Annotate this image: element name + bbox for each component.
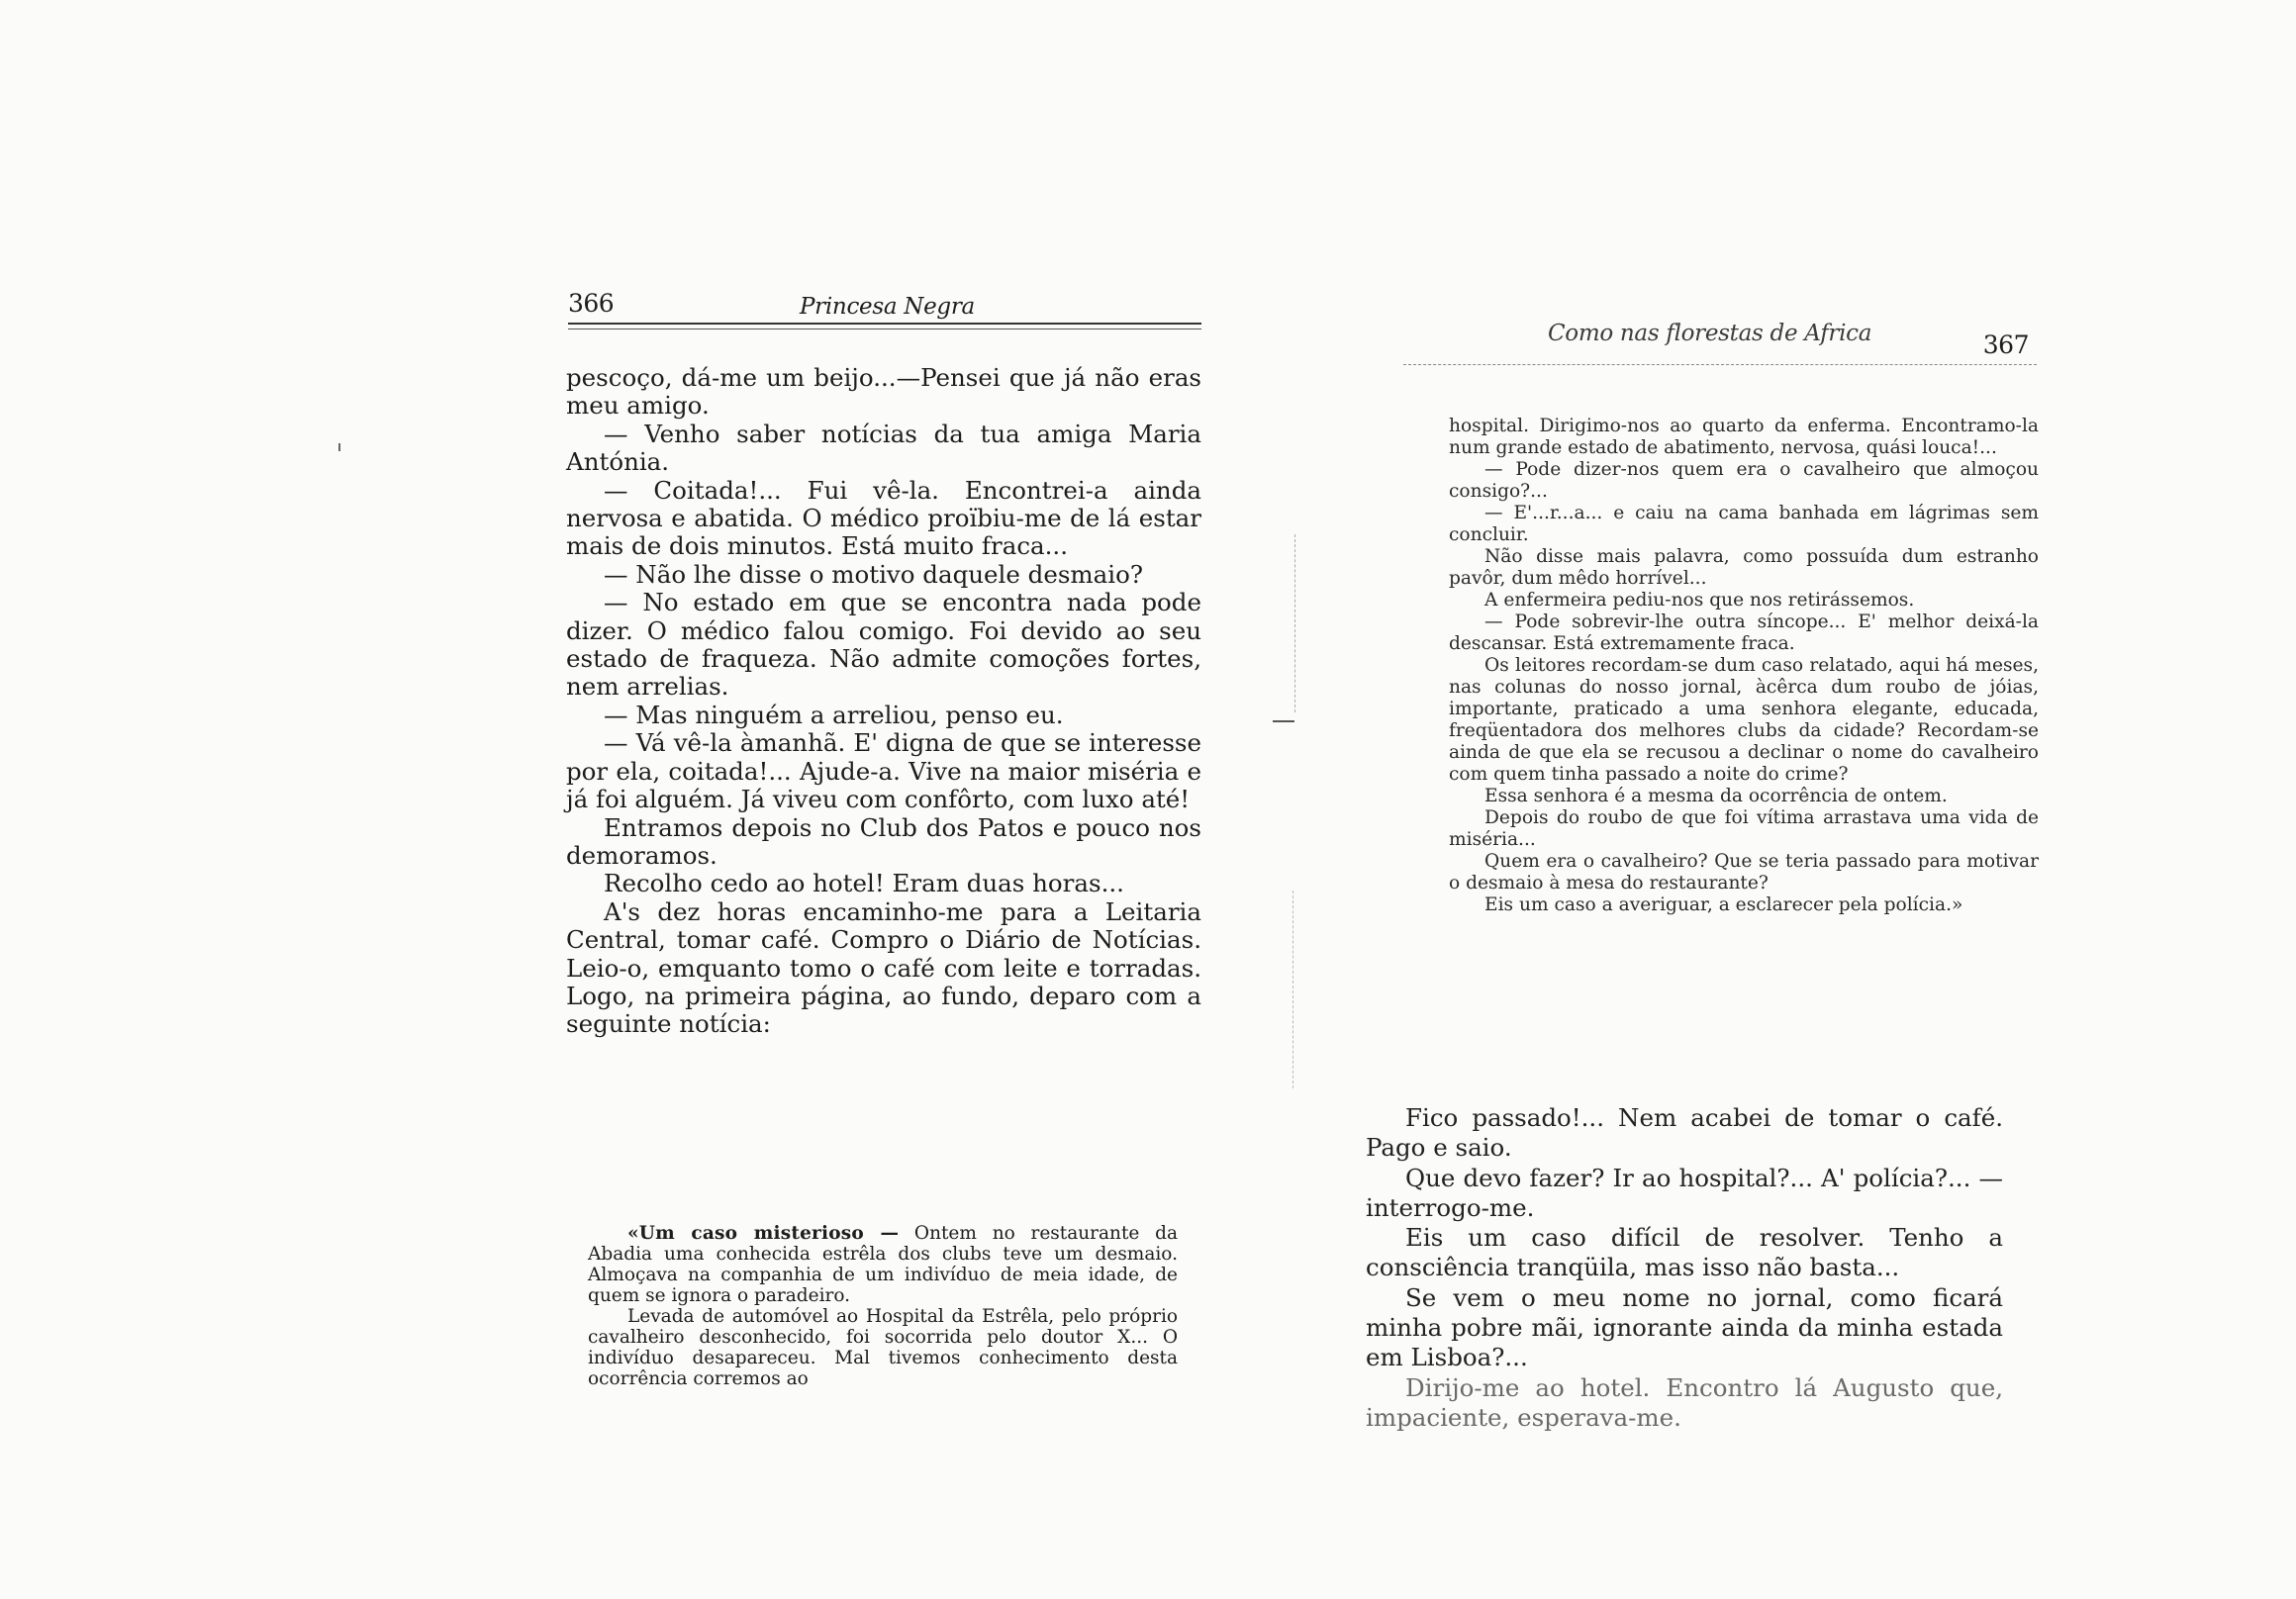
notice-continuation <box>1449 416 2039 916</box>
left-page <box>554 277 1207 1464</box>
notice-paragraph: Quem era o cavalheiro? Que se teria passado para motivar o desmaio à mesa do restaurante? <box>1449 851 2039 894</box>
paragraph: — Venho saber notícias da tua amiga Maria Antónia. <box>566 419 1201 477</box>
paragraph: — No estado em que se encontra nada pode dizer. O médico falou comigo. Foi devido ao seu estado de fraqueza. Não admite comoções fortes, nem arrelias. <box>566 588 1201 702</box>
notice-paragraph <box>588 1223 1178 1306</box>
margin-mark <box>338 443 348 451</box>
notice-paragraph: hospital. Dirigimo-nos ao quarto da enferma. Encontramo-la num grande estado de abatimento, nervosa, quási louca!... <box>1449 416 2039 458</box>
notice-paragraph: — E'...r...a... e caiu na cama banhada em lágrimas sem concluir. <box>1449 503 2039 545</box>
notice-paragraph: — Pode dizer-nos quem era o cavalheiro que almoçou consigo?... <box>1449 459 2039 502</box>
newspaper-notice <box>588 1223 1178 1389</box>
left-page-number: 366 <box>568 289 615 318</box>
left-body-text <box>566 364 1201 1039</box>
left-running-title: Princesa Negra <box>800 294 975 320</box>
paragraph: Se vem o meu nome no jornal, como ficará minha pobre mãi, ignorante ainda da minha estada em Lisboa?... <box>1366 1282 2003 1372</box>
notice-paragraph: Eis um caso a averiguar, a esclarecer pela polícia.» <box>1484 894 1963 915</box>
gutter-mark <box>1292 891 1294 1088</box>
right-page-number: 367 <box>1982 330 2029 359</box>
notice-paragraph: Depois do roubo de que foi vítima arrastava uma vida de miséria... <box>1449 807 2039 850</box>
gutter-mark <box>1294 534 1296 712</box>
paragraph: A's dez horas encaminho-me para a Leitaria Central, tomar café. Compro o Diário de Notícias. Leio-o, emquanto tomo o café com leite e torradas. Logo, na primeira página, ao fundo, deparo com a seguinte notícia: <box>566 896 1201 1039</box>
right-running-title: Como nas florestas de Africa <box>1548 321 1872 346</box>
notice-paragraph: Essa senhora é a mesma da ocorrência de ontem. <box>1484 786 1948 806</box>
notice-paragraph: Levada de automóvel ao Hospital da Estrêla, pelo próprio cavalheiro desconhecido, foi socorrida pelo doutor X... O indivíduo desapareceu. Mal tivemos conhecimento desta ocorrência corremos ao <box>588 1306 1178 1389</box>
gutter-dash <box>1273 720 1294 722</box>
notice-paragraph: Os leitores recordam-se dum caso relatado, aqui há meses, nas colunas do nosso jornal, àcêrca dum roubo de jóias, importante, praticado a uma senhora elegante, educada, freqüentadora dos melhores clubs da cidade? Recordam-se ainda de que ela se recusou a declinar o nome do cavalheiro com quem tinha passado a noite do crime? <box>1449 655 2039 785</box>
right-body-text <box>1366 1103 2003 1433</box>
paragraph: pescoço, dá-me um beijo...—Pensei que já não eras meu amigo. <box>566 363 1201 421</box>
paragraph: Recolho cedo ao hotel! Eram duas horas... <box>604 869 1124 898</box>
paragraph: Fico passado!... Nem acabei de tomar o café. Pago e saio. <box>1366 1103 2003 1163</box>
paragraph: Que devo fazer? Ir ao hospital?... A' polícia?... — interrogo-me. <box>1366 1163 2003 1222</box>
paragraph: — Mas ninguém a arreliou, penso eu. <box>604 700 1064 729</box>
paragraph: Entramos depois no Club dos Patos e pouco nos demoramos. <box>566 812 1201 870</box>
paragraph: — Não lhe disse o motivo daquele desmaio? <box>604 559 1143 589</box>
right-page <box>1366 317 2039 1464</box>
header-rule <box>568 323 1201 325</box>
right-page-header <box>1366 317 2039 372</box>
paragraph: Dirijo-me ao hotel. Encontro lá Augusto que, impaciente, esperava-me. <box>1366 1372 2003 1432</box>
paragraph: Eis um caso difícil de resolver. Tenho a consciência tranqüila, mas isso não basta... <box>1366 1223 2003 1282</box>
notice-paragraph: — Pode sobrevir-lhe outra síncope... E' melhor deixá-la descansar. Está extremamente fraca. <box>1449 611 2039 654</box>
paragraph: — Vá vê-la àmanhã. E' digna de que se interesse por ela, coitada!... Ajude-a. Vive na maior miséria e já foi alguém. Já viveu com confôrto, com luxo até! <box>566 728 1201 814</box>
notice-paragraph: A enfermeira pediu-nos que nos retirássemos. <box>1484 590 1915 611</box>
notice-text: Ontem no restaurante da Abadia uma conhecida estrêla dos clubs teve um desmaio. Almoçava na companhia de um indivíduo de meia idade, de quem se ignora o paradeiro. <box>588 1223 1178 1306</box>
header-rule <box>1403 364 2037 365</box>
paragraph: — Coitada!... Fui vê-la. Encontrei-a ainda nervosa e abatida. O médico proïbiu-me de lá estar mais de dois minutos. Está muito fraca... <box>566 475 1201 561</box>
notice-paragraph: Não disse mais palavra, como possuída dum estranho pavôr, dum mêdo horrível... <box>1449 546 2039 589</box>
notice-heading: «Um caso misterioso — <box>627 1223 900 1244</box>
left-page-header <box>554 277 1207 332</box>
